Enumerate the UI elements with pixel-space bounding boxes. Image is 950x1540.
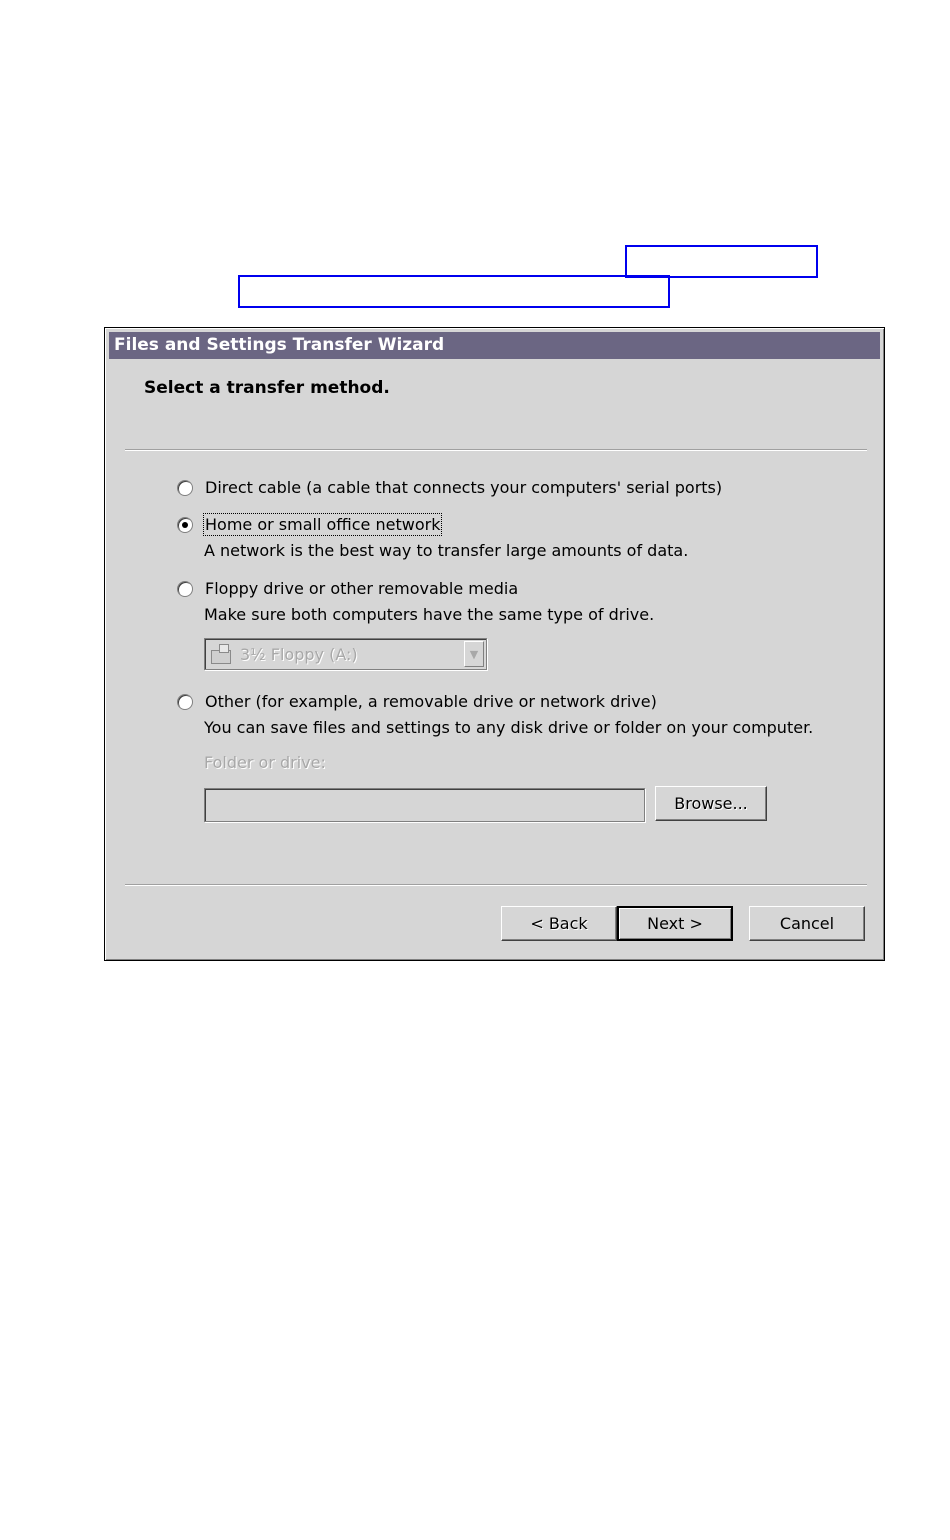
option-direct-cable[interactable] [177,478,722,497]
radio-other[interactable] [177,694,193,710]
annotation-box-1 [625,245,818,278]
floppy-drive-icon [210,644,232,664]
option-home-network-label[interactable]: Home or small office network [205,515,441,534]
option-floppy-label[interactable]: Floppy drive or other removable media [205,579,519,598]
radio-direct-cable[interactable] [177,480,193,496]
floppy-drive-value: 3½ Floppy (A:) [240,644,358,664]
next-button[interactable]: Next > [617,906,733,941]
option-direct-cable-label[interactable]: Direct cable (a cable that connects your computers' serial ports) [205,478,723,497]
footer-divider [125,884,867,886]
radio-home-network[interactable] [177,517,193,533]
back-button[interactable]: < Back [501,906,617,941]
browse-button[interactable]: Browse... [655,786,767,821]
option-floppy[interactable] [177,579,518,598]
folder-label: Folder or drive: [204,753,326,772]
floppy-drive-select[interactable] [204,638,487,670]
radio-floppy[interactable] [177,581,193,597]
header-divider [125,449,867,451]
annotation-box-2 [238,275,670,308]
option-home-network[interactable] [177,515,440,534]
cancel-button[interactable]: Cancel [749,906,865,941]
page-header: Select a transfer method. [144,378,390,398]
chevron-down-icon[interactable]: ▼ [464,641,484,667]
folder-input[interactable] [204,788,645,822]
option-floppy-description: Make sure both computers have the same type of drive. [204,605,655,624]
dialog-title: Files and Settings Transfer Wizard [109,332,880,359]
option-other-description: You can save files and settings to any disk drive or folder on your computer. [204,718,814,737]
wizard-dialog [104,327,885,961]
option-other-label[interactable]: Other (for example, a removable drive or network drive) [205,692,657,711]
option-other[interactable] [177,692,657,711]
option-home-network-description: A network is the best way to transfer large amounts of data. [204,541,689,560]
